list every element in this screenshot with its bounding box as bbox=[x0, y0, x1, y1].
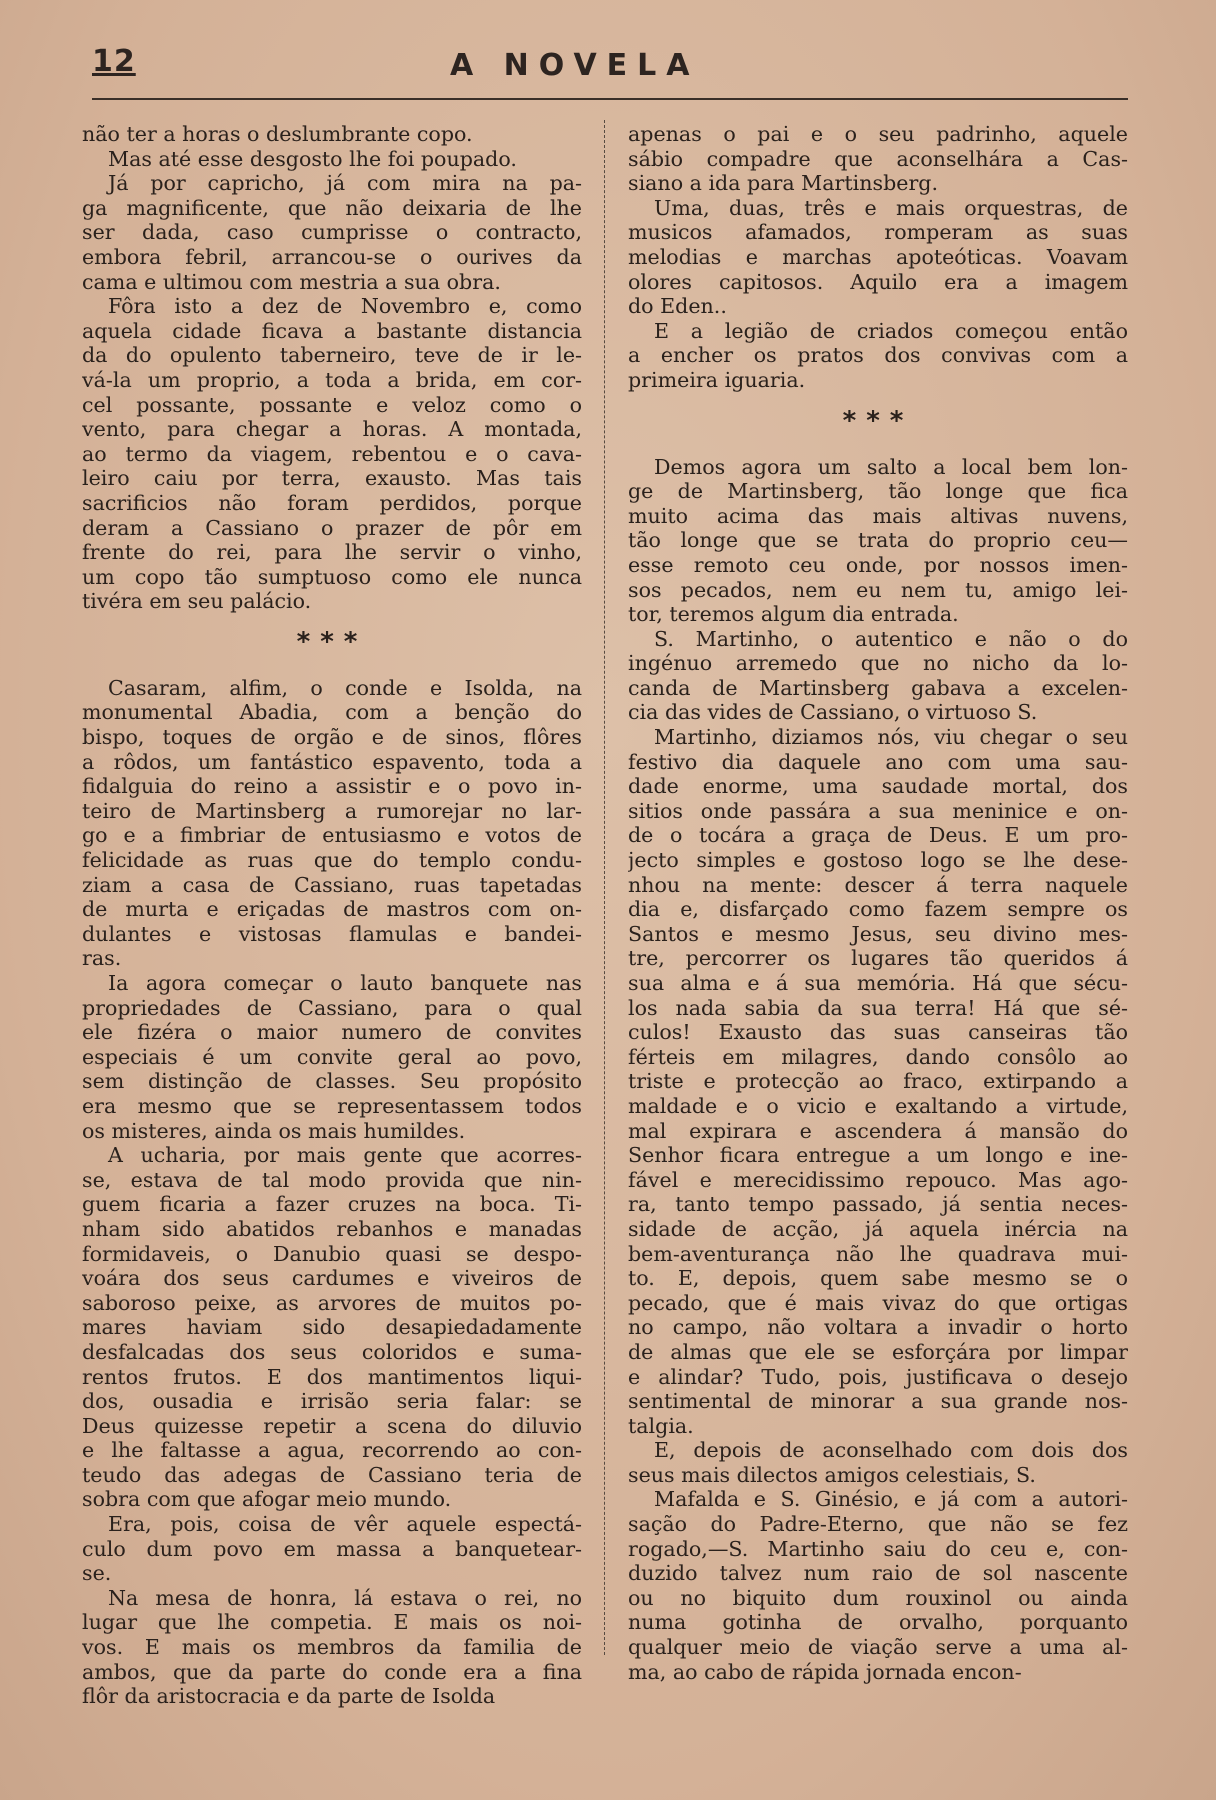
text-line: flôr da aristocracia e da parte de Isolda bbox=[82, 1684, 496, 1709]
text-line: to. E, depois, quem sabe mesmo se o bbox=[628, 1266, 1128, 1291]
text-line: vos. E mais os membros da familia de bbox=[82, 1635, 582, 1660]
text-line: tão longe que se trata do proprio ceu— bbox=[628, 528, 1128, 553]
text-line: sobra com que afogar meio mundo. bbox=[82, 1487, 452, 1512]
text-line: cia das vides de Cassiano, o virtuoso S. bbox=[628, 700, 1038, 725]
text-line: no campo, não voltara a invadir o horto bbox=[628, 1315, 1128, 1340]
text-line: vá-la um proprio, a toda a brida, em cor- bbox=[82, 367, 582, 392]
text-line: desfalcadas dos seus coloridos e suma- bbox=[82, 1339, 582, 1364]
text-line: fável e merecidissimo repouco. Mas ago- bbox=[628, 1167, 1128, 1192]
page-number: 12 bbox=[92, 44, 136, 79]
text-line: go e a fimbriar de entusiasmo e votos de bbox=[82, 823, 582, 848]
text-line: leiro caiu por terra, exausto. Mas tais bbox=[82, 466, 582, 491]
text-line: da do opulento taberneiro, teve de ir le- bbox=[82, 343, 582, 368]
text-line: sitios onde passára a sua meninice e on- bbox=[628, 798, 1128, 823]
text-line: ras. bbox=[82, 946, 122, 971]
column-divider bbox=[604, 120, 605, 1655]
text-line: tor, teremos algum dia entrada. bbox=[628, 602, 959, 627]
text-line: os misteres, ainda os mais humildes. bbox=[82, 1118, 466, 1143]
text-line: sem distinção de classes. Seu propósito bbox=[82, 1069, 582, 1094]
text-line: dade enorme, uma saudade mortal, dos bbox=[628, 774, 1128, 799]
text-line: Uma, duas, três e mais orquestras, de bbox=[654, 195, 1128, 220]
text-line: festivo dia daquele ano com uma sau- bbox=[628, 749, 1128, 774]
text-line: guem ficaria a fazer cruzes na boca. Ti- bbox=[82, 1192, 582, 1217]
text-line: Mafalda e S. Ginésio, e já com a autori- bbox=[654, 1487, 1128, 1512]
text-line: apenas o pai e o seu padrinho, aquele bbox=[628, 122, 1128, 146]
text-line: bem-aventurança não lhe quadrava mui- bbox=[628, 1241, 1128, 1266]
text-line: e lhe faltasse a agua, recorrendo ao con- bbox=[82, 1438, 582, 1463]
text-line: especiais é um convite geral ao povo, bbox=[82, 1044, 582, 1069]
text-line: lugar que lhe competia. E mais os noi- bbox=[82, 1610, 582, 1635]
text-line: melodias e marchas apoteóticas. Voavam bbox=[628, 244, 1128, 269]
text-line: vento, para chegar a horas. A montada, bbox=[82, 417, 582, 442]
text-line: ambos, que da parte do conde era a fina bbox=[82, 1659, 582, 1684]
text-line: ra, tanto tempo passado, já sentia neces- bbox=[628, 1192, 1128, 1217]
text-line: Santos e mesmo Jesus, seu divino mes- bbox=[628, 921, 1128, 946]
text-line: triste e protecção ao fraco, extirpando a bbox=[628, 1069, 1128, 1094]
text-line: pecado, que é mais vivaz do que ortigas bbox=[628, 1290, 1128, 1315]
text-line: embora febril, arrancou-se o ourives da bbox=[82, 244, 582, 269]
text-line: sos pecados, nem eu nem tu, amigo lei- bbox=[628, 577, 1128, 602]
section-separator: *** bbox=[842, 405, 914, 436]
text-line: tre, percorrer os lugares tão queridos á bbox=[628, 946, 1128, 971]
text-line: teudo das adegas de Cassiano teria de bbox=[82, 1462, 582, 1487]
text-line: propriedades de Cassiano, para o qual bbox=[82, 995, 582, 1020]
text-line: de murta e eriçadas de mastros com on- bbox=[82, 897, 582, 922]
text-line: seus mais dilectos amigos celestiais, S. bbox=[628, 1462, 1036, 1487]
text-line: ser dada, caso cumprisse o contracto, bbox=[82, 220, 582, 245]
text-line: muito acima das mais altivas nuvens, bbox=[628, 503, 1128, 528]
text-line: E, depois de aconselhado com dois dos bbox=[654, 1438, 1128, 1463]
text-line: a rôdos, um fantástico espavento, toda a bbox=[82, 749, 582, 774]
text-line: teiro de Martinsberg a rumorejar no lar- bbox=[82, 798, 582, 823]
text-line: bispo, toques de orgão e de sinos, flôres bbox=[82, 725, 582, 750]
text-line: Era, pois, coisa de vêr aquele espectá- bbox=[108, 1512, 582, 1537]
text-line: olores capitosos. Aquilo era a imagem bbox=[628, 269, 1128, 294]
text-line: a encher os pratos dos convivas com a bbox=[628, 343, 1128, 368]
text-line: e alindar? Tudo, pois, justificava o desejo bbox=[628, 1364, 1128, 1389]
text-line: deram a Cassiano o prazer de pôr em bbox=[82, 515, 582, 540]
text-line: rogado,—S. Martinho saiu do ceu e, con- bbox=[628, 1536, 1128, 1561]
text-line: ingénuo arremedo que no nicho da lo- bbox=[628, 651, 1128, 676]
text-line: esse remoto ceu onde, por nossos imen- bbox=[628, 552, 1128, 577]
text-line: sentimental de minorar a sua grande nos- bbox=[628, 1389, 1128, 1414]
text-line: Deus quizesse repetir a scena do diluvio bbox=[82, 1413, 582, 1438]
text-line: ge de Martinsberg, tão longe que fica bbox=[628, 479, 1128, 504]
text-line: ziam a casa de Cassiano, ruas tapetadas bbox=[82, 872, 582, 897]
text-line: Ia agora começar o lauto banquete nas bbox=[108, 971, 582, 995]
text-line: primeira iguaria. bbox=[628, 367, 806, 392]
header-rule bbox=[92, 98, 1128, 100]
text-line: fidalguia do reino a assistir e o povo in- bbox=[82, 774, 582, 799]
text-line: do Eden.. bbox=[628, 294, 727, 319]
text-line: Senhor ficara entregue a um longo e ine- bbox=[628, 1143, 1128, 1168]
text-line: de o tocára a graça de Deus. E um pro- bbox=[628, 823, 1128, 848]
text-line: rentos frutos. E dos mantimentos liqui- bbox=[82, 1364, 582, 1389]
text-line: duzido talvez num raio de sol nascente bbox=[628, 1561, 1128, 1586]
text-line: culo dum povo em massa a banquetear- bbox=[82, 1536, 582, 1561]
text-line: culos! Exausto das suas canseiras tão bbox=[628, 1020, 1128, 1045]
text-line: maldade e o vicio e exaltando a virtude, bbox=[628, 1093, 1128, 1118]
text-line: canda de Martinsberg gabava a excelen- bbox=[628, 675, 1128, 700]
text-line: talgia. bbox=[628, 1413, 694, 1438]
text-line: nham sido abatidos rebanhos e manadas bbox=[82, 1216, 582, 1241]
text-line: S. Martinho, o autentico e não o do bbox=[654, 626, 1128, 651]
text-line: dulantes e vistosas flamulas e bandei- bbox=[82, 921, 582, 946]
text-line: mares haviam sido desapiedadamente bbox=[82, 1315, 582, 1340]
text-line: numa gotinha de orvalho, porquanto bbox=[628, 1610, 1128, 1635]
text-line: E a legião de criados começou então bbox=[654, 318, 1128, 343]
text-line: se. bbox=[82, 1561, 112, 1586]
text-line: Mas até esse desgosto lhe foi poupado. bbox=[108, 146, 517, 171]
text-line: ma, ao cabo de rápida jornada encon- bbox=[628, 1659, 1022, 1684]
text-line: era mesmo que se representassem todos bbox=[82, 1093, 582, 1118]
text-line: sábio compadre que aconselhára a Cas- bbox=[628, 146, 1128, 171]
text-line: tivéra em seu palácio. bbox=[82, 589, 312, 614]
text-line: sação do Padre-Eterno, que não se fez bbox=[628, 1512, 1128, 1537]
text-line: Na mesa de honra, lá estava o rei, no bbox=[108, 1585, 582, 1610]
text-line: Casaram, alfim, o conde e Isolda, na bbox=[108, 675, 582, 700]
text-line: ga magnificente, que não deixaria de lhe bbox=[82, 195, 582, 220]
text-line: saboroso peixe, as arvores de muitos po- bbox=[82, 1290, 582, 1315]
text-line: felicidade as ruas que do templo condu- bbox=[82, 848, 582, 873]
text-line: de almas que ele se esforçára por limpar bbox=[628, 1339, 1128, 1364]
left-column bbox=[82, 122, 582, 1709]
text-line: Martinho, diziamos nós, viu chegar o seu bbox=[654, 725, 1128, 750]
text-line: se, estava de tal modo provida que nin- bbox=[82, 1167, 582, 1192]
text-line: Demos agora um salto a local bem lon- bbox=[654, 454, 1128, 479]
text-line: dia e, disfarçado como fazem sempre os bbox=[628, 897, 1128, 922]
text-line: frente do rei, para lhe servir o vinho, bbox=[82, 540, 582, 565]
text-line: Já por capricho, já com mira na pa- bbox=[108, 171, 582, 196]
text-line: um copo tão sumptuoso como ele nunca bbox=[82, 564, 582, 589]
text-line: sidade de acção, já aquela inércia na bbox=[628, 1216, 1128, 1241]
text-line: mal expirara e ascendera á mansão do bbox=[628, 1118, 1128, 1143]
text-line: sacrificios não foram perdidos, porque bbox=[82, 490, 582, 515]
text-line: dos, ousadia e irrisão seria falar: se bbox=[82, 1389, 582, 1414]
journal-title: A NOVELA bbox=[450, 48, 700, 83]
section-separator: *** bbox=[296, 626, 368, 657]
text-line: cama e ultimou com mestria a sua obra. bbox=[82, 269, 501, 294]
text-line: não ter a horas o deslumbrante copo. bbox=[82, 122, 473, 146]
text-line: férteis em milagres, dando consôlo ao bbox=[628, 1044, 1128, 1069]
text-line: monumental Abadia, com a benção do bbox=[82, 700, 582, 725]
text-line: sua alma e á sua memória. Há que sécu- bbox=[628, 971, 1128, 995]
text-line: siano a ida para Martinsberg. bbox=[628, 171, 939, 196]
text-line: ou no biquito dum rouxinol ou ainda bbox=[628, 1585, 1128, 1610]
text-line: jecto simples e gostoso logo se lhe dese- bbox=[628, 848, 1128, 873]
text-line: los nada sabia da sua terra! Há que sé- bbox=[628, 995, 1128, 1020]
text-line: aquela cidade ficava a bastante distancia bbox=[82, 318, 582, 343]
text-line: voára dos seus cardumes e viveiros de bbox=[82, 1266, 582, 1291]
text-line: qualquer meio de viação serve a uma al- bbox=[628, 1635, 1128, 1660]
text-line: Fôra isto a dez de Novembro e, como bbox=[108, 294, 582, 319]
text-line: A ucharia, por mais gente que acorres- bbox=[108, 1143, 582, 1168]
text-line: nhou na mente: descer á terra naquele bbox=[628, 872, 1128, 897]
text-line: ele fizéra o maior numero de convites bbox=[82, 1020, 582, 1045]
text-line: cel possante, possante e veloz como o bbox=[82, 392, 582, 417]
text-line: musicos afamados, romperam as suas bbox=[628, 220, 1128, 245]
text-line: ao termo da viagem, rebentou e o cava- bbox=[82, 441, 582, 466]
right-column bbox=[628, 122, 1128, 1684]
text-line: formidaveis, o Danubio quasi se despo- bbox=[82, 1241, 582, 1266]
